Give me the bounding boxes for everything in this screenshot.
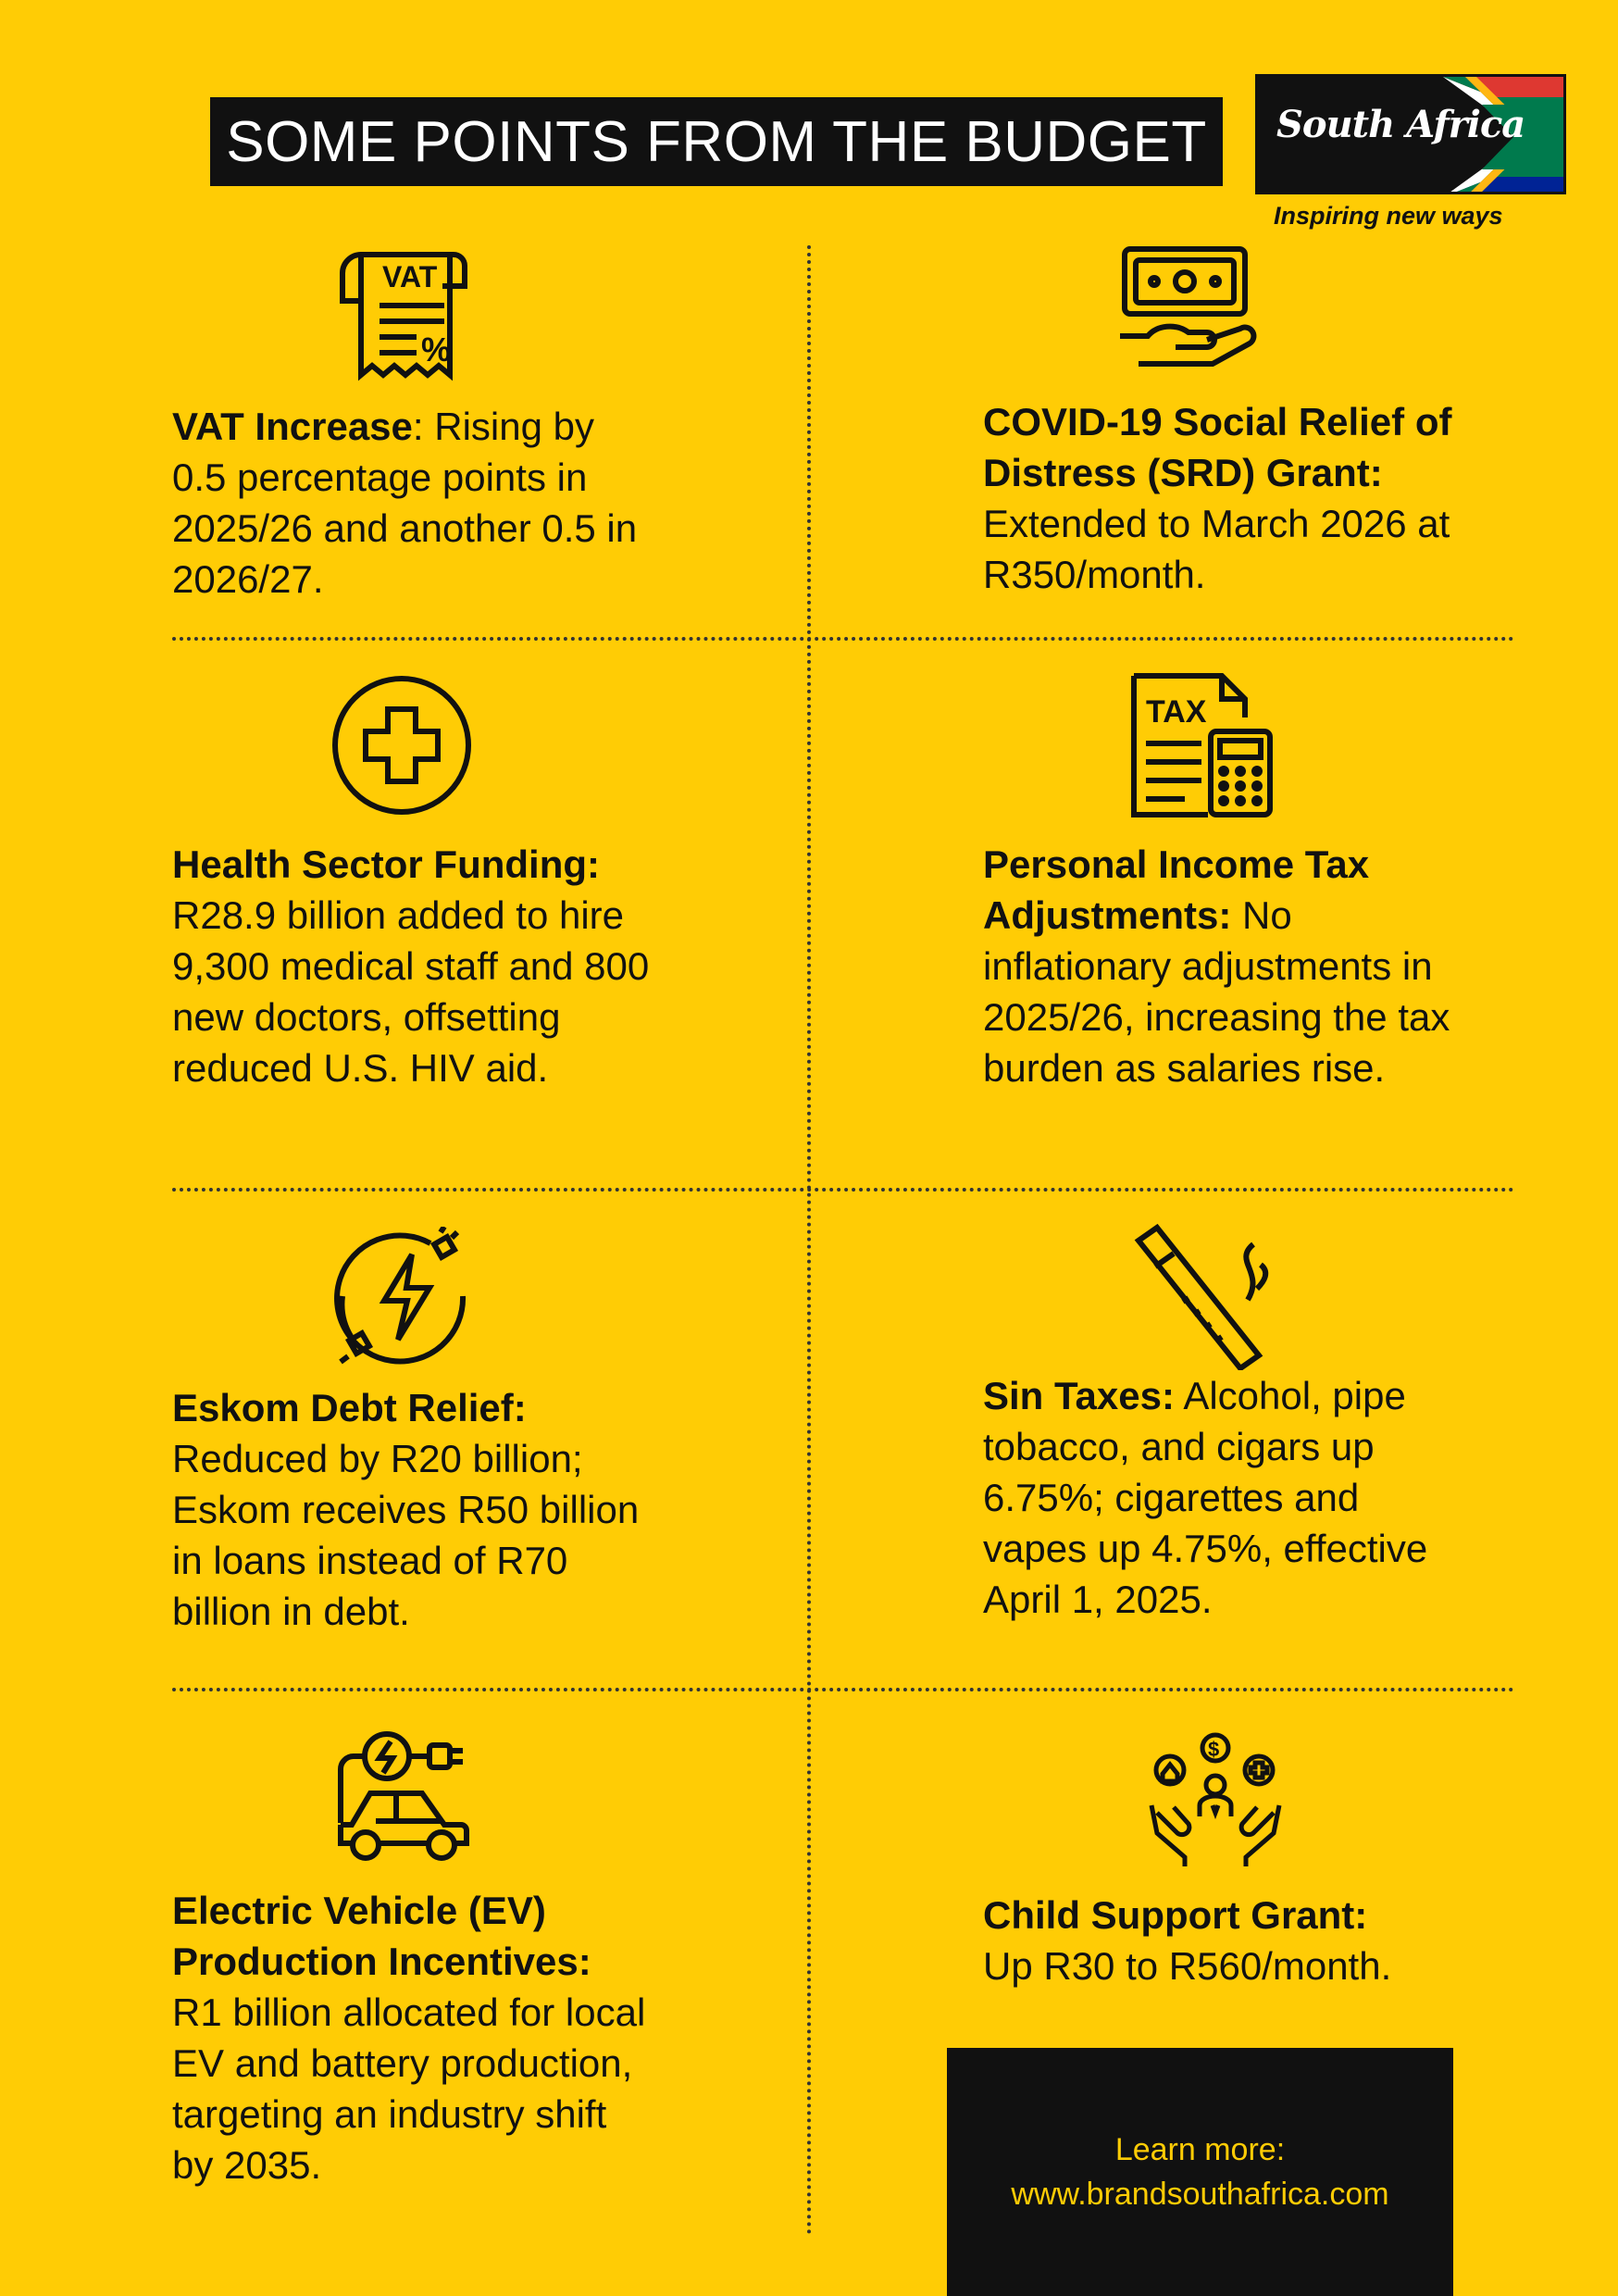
income-tax-item <box>983 839 1464 1093</box>
eskom-heading: Eskom Debt Relief: <box>172 1386 527 1429</box>
vat-heading: VAT Increase <box>172 405 413 448</box>
learn-more-label: Learn more: <box>1114 2132 1286 2167</box>
health-heading: Health Sector Funding: <box>172 842 600 886</box>
medical-cross-icon <box>330 674 473 817</box>
child-support-hands-icon <box>1146 1731 1285 1870</box>
sin-tax-item <box>983 1370 1464 1625</box>
health-body: R28.9 billion added to hire 9,300 medical staff and 800 new doctors, offsetting reduced U.S. HIV aid. <box>172 893 650 1090</box>
vat-body: : Rising by 0.5 percentage points in 2025/26 and another 0.5 in 2026/27. <box>172 405 638 601</box>
website-link[interactable]: www.brandsouthafrica.com <box>1011 2177 1389 2212</box>
brand-logo[interactable] <box>1255 74 1566 194</box>
logo-tagline: Inspiring new ways <box>1274 202 1503 230</box>
income-tax-body: No inflationary adjustments in 2025/26, increasing the tax burden as salaries rise. <box>983 893 1450 1090</box>
ev-item <box>172 1885 653 2190</box>
svg-text:VAT: VAT <box>382 260 438 293</box>
title-banner <box>210 97 1223 186</box>
learn-more-box[interactable] <box>947 2048 1453 2296</box>
ev-heading: Electric Vehicle (EV) Production Incentives: <box>172 1889 591 1983</box>
tax-calculator-icon <box>1129 671 1277 819</box>
vertical-divider <box>807 245 811 2236</box>
logo-wordmark: South Africa <box>1276 103 1525 146</box>
srd-body: Extended to March 2026 at R350/month. <box>983 502 1450 596</box>
sin-tax-body: Alcohol, pipe tobacco, and cigars up 6.75%; cigarettes and vapes up 4.75%, effective April 1, 2025. <box>983 1374 1428 1621</box>
page-title: SOME POINTS FROM THE BUDGET <box>226 109 1207 174</box>
row-divider <box>172 1688 1514 1691</box>
srd-heading: COVID-19 Social Relief of Distress (SRD) Grant: <box>983 400 1452 494</box>
ev-body: R1 billion allocated for local EV and battery production, targeting an industry shift by 2035. <box>172 1990 646 2187</box>
health-item <box>172 839 653 1093</box>
electricity-bolt-icon <box>333 1227 481 1366</box>
cigarette-icon <box>1129 1222 1277 1370</box>
srd-item <box>983 396 1464 600</box>
income-tax-heading: Personal Income Tax Adjustments: <box>983 842 1370 937</box>
vat-receipt-icon <box>329 245 477 384</box>
vat-item <box>172 401 653 605</box>
sin-tax-heading: Sin Taxes: <box>983 1374 1175 1417</box>
child-support-body: Up R30 to R560/month. <box>983 1944 1392 1988</box>
cash-in-hand-icon <box>1115 243 1263 382</box>
electric-car-icon <box>324 1725 481 1864</box>
eskom-item <box>172 1382 653 1637</box>
svg-text:$: $ <box>1208 1738 1220 1761</box>
row-divider <box>172 637 1514 641</box>
row-divider <box>172 1188 1514 1192</box>
svg-text:%: % <box>421 331 452 368</box>
eskom-body: Reduced by R20 billion; Eskom receives R50 billion in loans instead of R70 billion in debt. <box>172 1437 640 1633</box>
child-support-heading: Child Support Grant: <box>983 1893 1368 1937</box>
child-support-item <box>983 1890 1464 1991</box>
svg-text:TAX: TAX <box>1146 694 1207 730</box>
